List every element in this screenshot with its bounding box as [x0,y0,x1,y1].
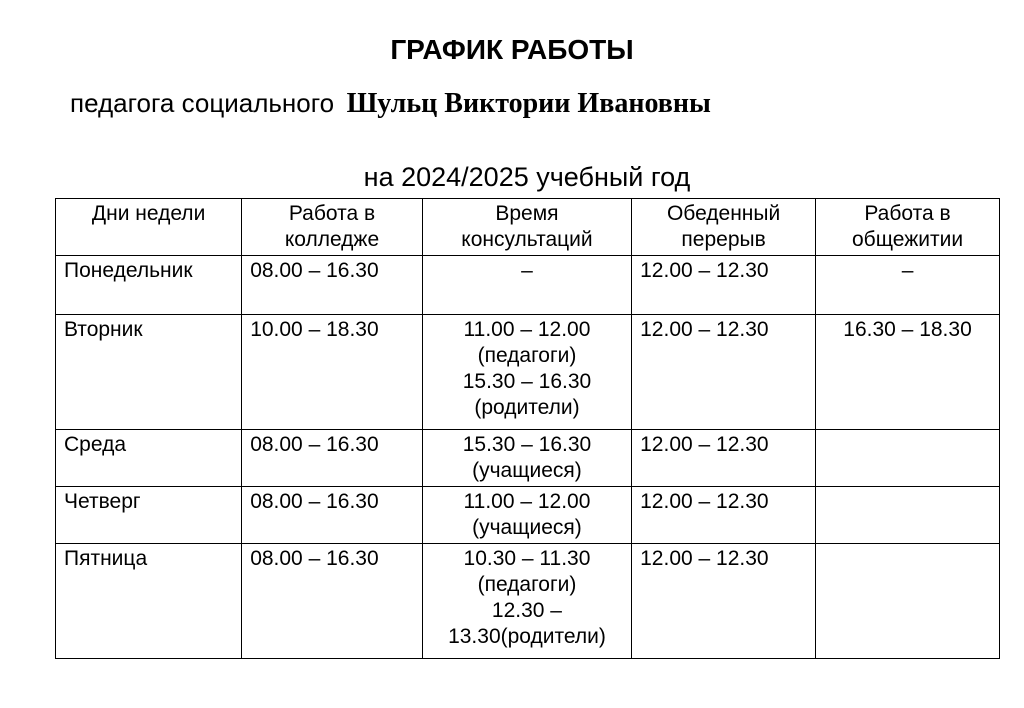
cell-day: Пятница [56,544,242,659]
table-row [56,256,1000,315]
cell-college: 10.00 – 18.30 [242,315,423,430]
consult-line: (учащиеся) [472,459,582,482]
subtitle [70,88,711,120]
academic-year: на 2024/2025 учебный год [363,162,691,192]
cell-dorm [816,487,1000,544]
consult-line: (педагоги) [477,573,577,596]
cell-consult [422,487,631,544]
cell-day: Среда [56,430,242,487]
header-consult-line-1: Время [495,202,559,225]
cell-dorm [816,544,1000,659]
cell-dorm: 16.30 – 18.30 [816,315,1000,430]
consult-line: 12.30 – [491,599,562,622]
cell-dorm [816,430,1000,487]
subtitle-position: педагога социального [70,88,335,118]
consult-line: 15.30 – 16.30 [462,370,592,393]
header-lunch-line-2: перерыв [681,228,766,251]
header-college-line-2: колледже [284,228,380,251]
page-title: ГРАФИК РАБОТЫ [390,34,634,65]
table-row [56,430,1000,487]
consult-line: 11.00 – 12.00 [463,490,591,513]
cell-day: Вторник [56,315,242,430]
cell-college: 08.00 – 16.30 [242,256,423,315]
cell-lunch: 12.00 – 12.30 [632,544,816,659]
subtitle-name: Шульц Виктории Ивановны [346,88,711,119]
consult-line: 10.30 – 11.30 [463,547,591,570]
consult-line: (педагоги) [477,344,577,367]
cell-college: 08.00 – 16.30 [242,430,423,487]
schedule-table [55,198,1000,659]
header-dorm [816,199,1000,256]
cell-college: 08.00 – 16.30 [242,544,423,659]
cell-consult [422,315,631,430]
cell-consult [422,430,631,487]
cell-college: 08.00 – 16.30 [242,487,423,544]
table-row [56,544,1000,659]
consult-line: 15.30 – 16.30 [462,433,592,456]
consult-line: (учащиеся) [472,516,582,539]
cell-day: Четверг [56,487,242,544]
header-college-line-1: Работа в [288,202,376,225]
cell-consult [422,544,631,659]
cell-lunch: 12.00 – 12.30 [632,256,816,315]
consult-line: – [521,259,533,282]
table-row [56,487,1000,544]
header-consult-line-2: консультаций [461,228,593,251]
table-row [56,315,1000,430]
cell-day: Понедельник [56,256,242,315]
header-college [242,199,423,256]
cell-lunch: 12.00 – 12.30 [632,315,816,430]
header-dorm-line-2: общежитии [852,228,964,251]
header-dorm-line-1: Работа в [864,202,951,225]
consult-line: (родители) [474,396,580,419]
cell-dorm: – [816,256,1000,315]
header-lunch-line-1: Обеденный [666,202,781,225]
consult-line: 11.00 – 12.00 [463,318,591,341]
header-consult [422,199,631,256]
header-lunch [632,199,816,256]
header-days [56,199,242,256]
table-header-row [56,199,1000,256]
cell-consult [422,256,631,315]
cell-lunch: 12.00 – 12.30 [632,430,816,487]
consult-line: 13.30(родители) [448,625,606,648]
header-days-line-1: Дни недели [91,202,206,225]
cell-lunch: 12.00 – 12.30 [632,487,816,544]
